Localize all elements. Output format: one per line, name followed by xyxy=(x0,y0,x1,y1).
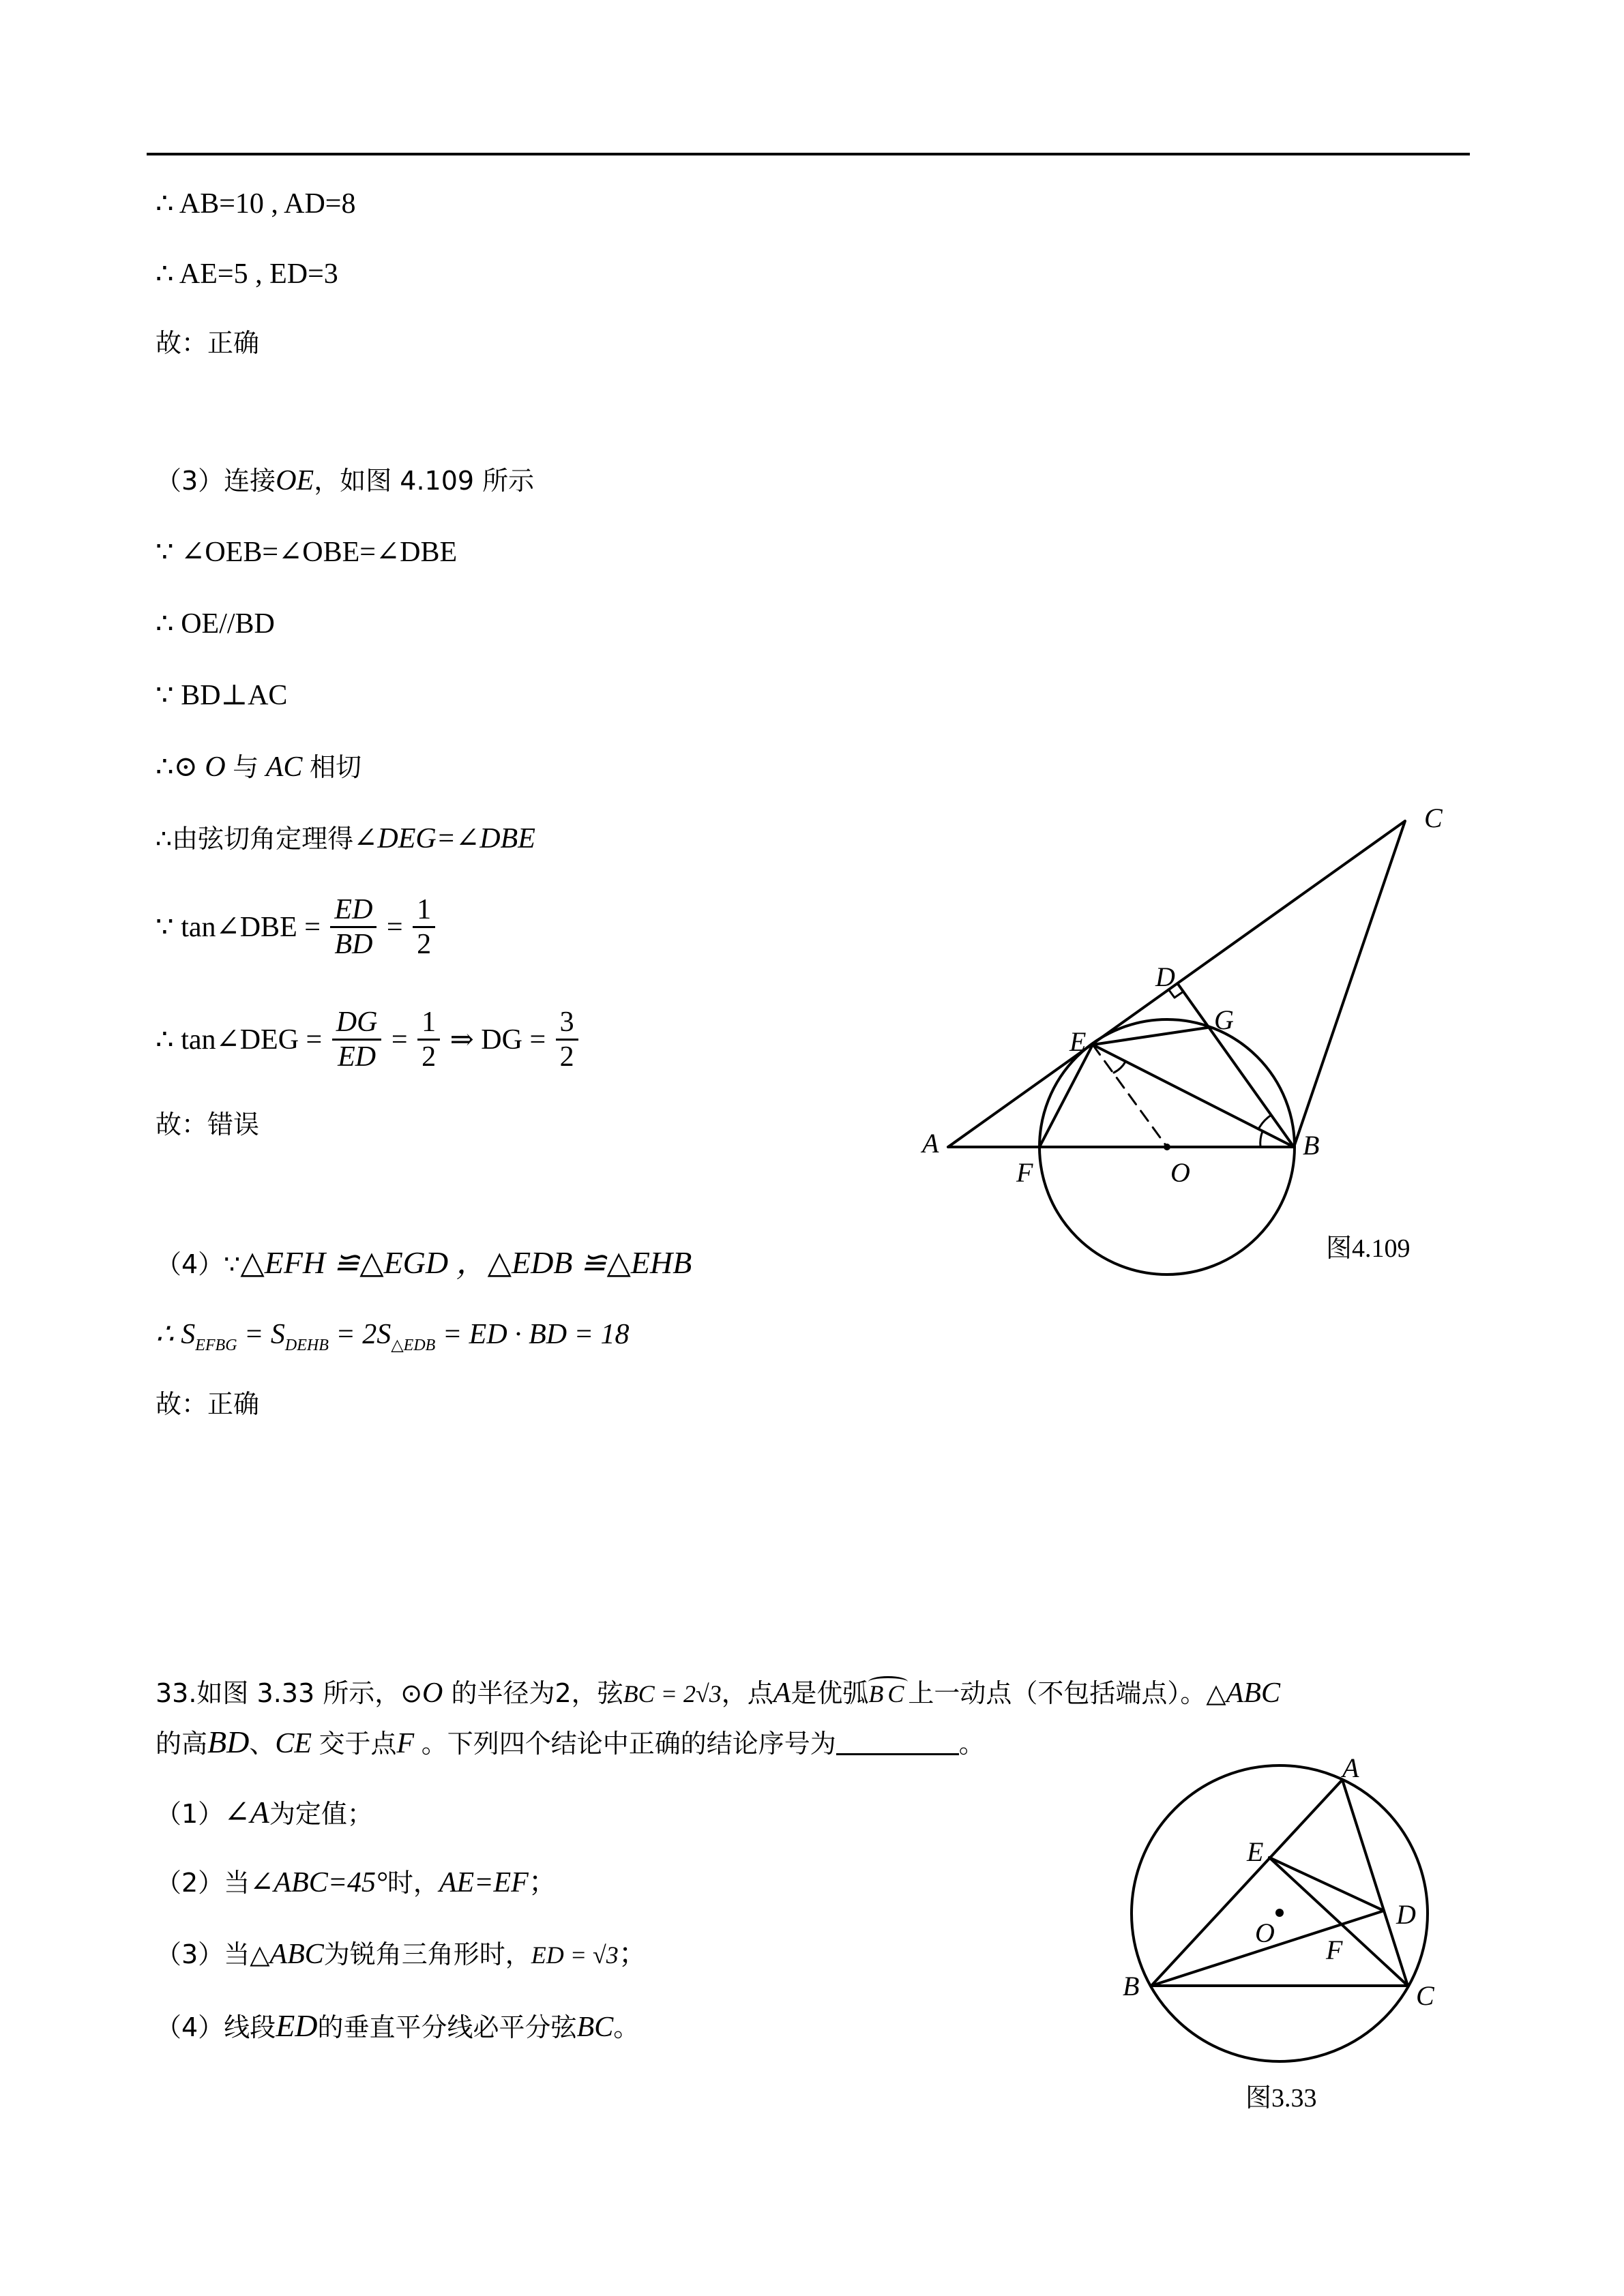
fig4109-caption: 图4.109 xyxy=(1326,1234,1411,1263)
area-sub2: DEHB xyxy=(284,1337,329,1354)
tan2-implies: ⇒ DG = xyxy=(449,1024,546,1056)
part3-title-prefix: （3）连接 xyxy=(156,466,276,496)
opt2-math2: AE=EF xyxy=(439,1867,529,1898)
opt3-math: ABC xyxy=(269,1939,324,1970)
opt2-mid: 时， xyxy=(387,1868,439,1898)
option-1 xyxy=(156,1797,373,1828)
s4-var2: AC xyxy=(265,751,303,783)
area-prefix: ∴ S xyxy=(156,1319,196,1350)
tan1-fraction xyxy=(330,893,377,961)
opt4-pre: 线段 xyxy=(224,2012,276,2042)
opt4-text: 。 xyxy=(613,2012,640,2042)
s5-pre: ∴由弦切角定理得 xyxy=(156,824,354,854)
tan1-fraction2 xyxy=(413,893,435,961)
part3-step5 xyxy=(156,824,535,853)
part3-step3: ∵ BD⊥AC xyxy=(156,680,288,711)
p33-o: O xyxy=(422,1678,443,1709)
area-eq1: = S xyxy=(237,1319,285,1350)
opt2-text: ； xyxy=(528,1867,557,1898)
conclusion-correct-2: 故：正确 xyxy=(156,1389,260,1419)
problem33-line1 xyxy=(156,1679,1280,1708)
s4-post: 相切 xyxy=(309,752,361,782)
part3-title-var: OE xyxy=(276,465,314,496)
p33-l2end: 。 xyxy=(958,1729,985,1759)
tan1-den2: 2 xyxy=(417,929,432,961)
tan1-num: ED xyxy=(330,893,377,928)
p33-l2a: 的高 xyxy=(156,1729,208,1759)
tan2-den: ED xyxy=(338,1041,377,1073)
tan2-den2: 2 xyxy=(422,1041,437,1073)
fig333-label-e: E xyxy=(1247,1836,1264,1867)
p33-bc: BC = 2√3 xyxy=(623,1680,722,1708)
conclusion-correct-1: 故：正确 xyxy=(156,328,260,358)
opt1-math: ∠A xyxy=(224,1795,269,1830)
opt2-num: （2） xyxy=(156,1868,224,1898)
area-sub3: △EDB xyxy=(391,1337,436,1354)
s4-var1: O xyxy=(205,751,226,783)
part3-step2: ∴ OE//BD xyxy=(156,608,275,640)
tan1-num2: 1 xyxy=(413,893,435,928)
problem33-line2 xyxy=(156,1727,985,1758)
p33-f: F xyxy=(396,1728,415,1759)
option-4 xyxy=(156,2010,639,2042)
part3-tan-deg xyxy=(156,1006,581,1074)
part4-area xyxy=(156,1320,629,1354)
fig333-label-c: C xyxy=(1416,1980,1434,2011)
p33-l2d: 。下列四个结论中正确的结论序号为 xyxy=(421,1729,836,1759)
option-2 xyxy=(156,1868,557,1897)
fig4109-label-b: B xyxy=(1303,1130,1320,1161)
fig4109-label-e: E xyxy=(1069,1026,1087,1057)
fig4109-label-g: G xyxy=(1214,1004,1234,1035)
fig333-label-a: A xyxy=(1342,1753,1359,1783)
opt4-math: ED xyxy=(276,2008,318,2043)
p33-c: ，点 xyxy=(721,1678,773,1708)
s4-pre: ∴⊙ xyxy=(156,751,198,783)
area-sub1: EFBG xyxy=(195,1337,237,1354)
p33-bd: BD xyxy=(207,1725,250,1759)
fig333-label-o: O xyxy=(1255,1918,1275,1948)
statement-ae-ed: ∴ AE=5 , ED=3 xyxy=(156,258,338,290)
p33-a: 33.如图 3.33 所示，⊙ xyxy=(156,1678,423,1708)
opt3-mid: 为锐角三角形时， xyxy=(323,1939,531,1969)
area-eq3: = ED · BD = 18 xyxy=(435,1319,630,1350)
fig4109-label-d: D xyxy=(1155,961,1175,992)
answer-blank[interactable] xyxy=(836,1733,959,1755)
p33-l2c: 交于点 xyxy=(319,1729,397,1759)
fig4109-label-o: O xyxy=(1170,1157,1190,1188)
opt2-pre: 当 xyxy=(224,1868,250,1898)
conclusion-wrong: 故：错误 xyxy=(156,1109,260,1139)
opt3-num: （3） xyxy=(156,1939,224,1969)
fig333-label-f: F xyxy=(1326,1935,1343,1965)
tan1-eq: = xyxy=(386,911,403,943)
tan1-prefix: ∵ tan∠DBE = xyxy=(156,911,321,943)
tan2-den3: 2 xyxy=(559,1041,574,1073)
p33-arc-bc: BC xyxy=(868,1680,909,1708)
tan2-num: DG xyxy=(332,1006,382,1041)
p33-ce: CE xyxy=(275,1728,312,1759)
p33-l2b: 、 xyxy=(249,1729,276,1759)
p33-abc: ABC xyxy=(1226,1678,1280,1709)
opt1-num: （1） xyxy=(156,1799,224,1829)
p33-e: 上一动点（不包括端点）。△ xyxy=(908,1678,1226,1708)
opt4-mid: 的垂直平分线必平分弦 xyxy=(317,2012,577,2042)
fig333-caption: 图3.33 xyxy=(1245,2084,1317,2113)
opt4-num: （4） xyxy=(156,2012,224,2042)
opt1-text: 为定值； xyxy=(269,1799,373,1829)
tan2-num3: 3 xyxy=(556,1006,578,1041)
s4-mid: 与 xyxy=(233,752,259,782)
statement-ab-ad: ∴ AB=10 , AD=8 xyxy=(156,188,356,220)
part3-step1: ∵ ∠OEB=∠OBE=∠DBE xyxy=(156,537,458,568)
opt3-text: ； xyxy=(618,1939,647,1970)
tan2-prefix: ∴ tan∠DEG = xyxy=(156,1024,323,1056)
part4-title xyxy=(156,1247,692,1279)
part3-step4 xyxy=(156,753,361,781)
s5-math: ∠DEG=∠DBE xyxy=(353,823,535,854)
tan2-eq: = xyxy=(391,1024,408,1056)
part4-prefix: （4）∵ xyxy=(156,1249,241,1279)
fig4109-label-c: C xyxy=(1424,803,1443,833)
tan2-fraction3 xyxy=(556,1006,578,1074)
p33-a-var: A xyxy=(773,1678,791,1709)
fig333-label-d: D xyxy=(1396,1899,1416,1930)
opt4-math2: BC xyxy=(576,2012,614,2043)
fig4109-label-f: F xyxy=(1016,1157,1033,1188)
part3-title-suffix: ，如图 4.109 所示 xyxy=(314,466,535,496)
opt3-math2: ED = √3 xyxy=(531,1941,619,1969)
fig333-label-b: B xyxy=(1123,1971,1140,2001)
tan2-fraction xyxy=(332,1006,382,1074)
fig4109-label-a: A xyxy=(922,1128,939,1159)
area-eq2: = 2S xyxy=(328,1319,392,1350)
header-rule xyxy=(147,153,1470,155)
opt3-pre: 当△ xyxy=(224,1939,270,1969)
part3-tan-dbe xyxy=(156,893,438,961)
opt2-math: ∠ABC=45° xyxy=(250,1867,387,1898)
p33-b: 的半径为2，弦 xyxy=(443,1678,623,1708)
tan2-fraction2 xyxy=(417,1006,440,1074)
tan1-den: BD xyxy=(334,929,373,961)
p33-d: 是优弧 xyxy=(791,1678,869,1708)
tan2-num2: 1 xyxy=(417,1006,440,1041)
part3-title xyxy=(156,466,534,495)
part4-math: △EFH ≌△EGD ，△EDB ≌△EHB xyxy=(240,1245,692,1280)
option-3 xyxy=(156,1940,647,1969)
